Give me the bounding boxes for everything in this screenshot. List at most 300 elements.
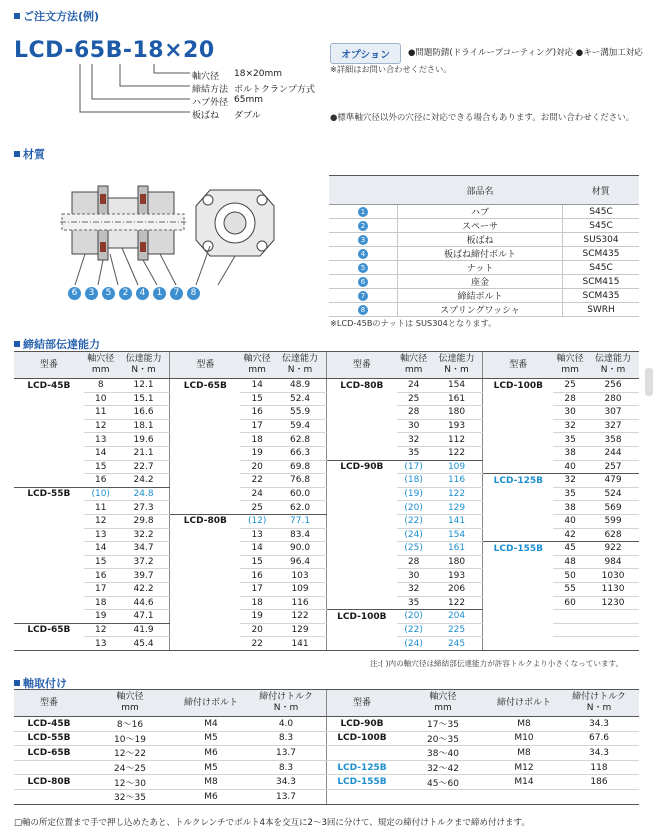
part-label: 1 (153, 287, 166, 300)
part-name: ハブ (398, 205, 563, 219)
cap-capacity (587, 637, 639, 651)
mount-bore (397, 789, 489, 804)
cap-col-bore: 軸穴径 mm (84, 352, 118, 379)
cap-capacity: 193 (431, 419, 483, 433)
cap-bore: 28 (553, 392, 587, 406)
cap-bore: 15 (84, 555, 118, 569)
cap-model (170, 555, 240, 569)
cap-model (326, 542, 396, 556)
cap-model (483, 501, 553, 515)
cap-capacity: 103 (274, 569, 326, 583)
part-label: 6 (68, 287, 81, 300)
table-row (14, 637, 639, 651)
material-row (329, 233, 639, 247)
material-row (329, 303, 639, 317)
cap-model (14, 514, 84, 528)
part-number-badge: 8 (358, 305, 368, 315)
cap-bore: 19 (240, 446, 274, 460)
mount-bolt: M12 (489, 760, 559, 775)
cap-bore: 35 (553, 487, 587, 501)
material-note: ※LCD-45Bのナットは SUS304となります。 (330, 318, 497, 328)
cap-capacity: 24.8 (118, 487, 170, 501)
mount-col-bolt: 締付けボルト (489, 690, 559, 717)
cap-model (170, 501, 240, 515)
cap-capacity: 52.4 (274, 392, 326, 406)
cap-capacity: 83.4 (274, 528, 326, 542)
mount-model: LCD-80B (14, 775, 84, 790)
cap-model (326, 487, 396, 501)
cap-capacity: 96.4 (274, 555, 326, 569)
cap-bore: 35 (553, 433, 587, 447)
cap-capacity: 116 (431, 474, 483, 488)
cap-bore: 13 (84, 433, 118, 447)
cap-capacity: 77.1 (274, 514, 326, 528)
cap-capacity: 112 (431, 433, 483, 447)
cap-bore: 14 (240, 542, 274, 556)
mount-bore: 32〜35 (84, 789, 176, 804)
cap-capacity: 116 (274, 596, 326, 610)
material-row (329, 289, 639, 303)
cap-model (170, 474, 240, 488)
cap-capacity: 129 (274, 623, 326, 637)
cap-model (326, 392, 396, 406)
cap-model (14, 596, 84, 610)
mount-model (327, 746, 398, 761)
cap-model (326, 596, 396, 610)
mount-bore: 12〜22 (84, 746, 176, 761)
mount-torque: 34.3 (246, 775, 327, 790)
cap-bore: 19 (240, 610, 274, 624)
cap-bore: 48 (553, 555, 587, 569)
table-row (14, 746, 639, 761)
part-material: S45C (563, 261, 639, 275)
diagram-part-labels (68, 287, 200, 300)
cap-capacity: 1230 (587, 596, 639, 610)
cap-bore: (24) (397, 637, 431, 651)
material-row (329, 247, 639, 261)
cap-bore: 45 (553, 542, 587, 556)
cap-capacity: 69.8 (274, 460, 326, 474)
cap-model (326, 501, 396, 515)
mount-model: LCD-125B (327, 760, 398, 775)
cap-capacity: 42.2 (118, 582, 170, 596)
cap-model (483, 596, 553, 610)
cap-bore: 11 (84, 501, 118, 515)
part-label: 7 (170, 287, 183, 300)
cap-col-bore: 軸穴径 mm (240, 352, 274, 379)
cap-model (170, 542, 240, 556)
mount-bolt: M8 (176, 775, 246, 790)
part-label: 4 (136, 287, 149, 300)
cap-capacity: 122 (274, 610, 326, 624)
cap-bore: 15 (240, 392, 274, 406)
cap-capacity: 16.6 (118, 406, 170, 420)
part-material: SCM435 (563, 289, 639, 303)
cap-model (483, 406, 553, 420)
cap-bore: 30 (397, 419, 431, 433)
cap-model (170, 582, 240, 596)
cap-model (170, 487, 240, 501)
cap-bore: 22 (240, 637, 274, 651)
cap-model: LCD-100B (483, 379, 553, 393)
cap-bore: 13 (240, 528, 274, 542)
mount-bolt: M4 (176, 717, 246, 732)
cap-capacity: 206 (431, 582, 483, 596)
part-label: 3 (85, 287, 98, 300)
cap-model (483, 582, 553, 596)
table-row (14, 760, 639, 775)
mount-torque: 13.7 (246, 746, 327, 761)
cap-capacity: 122 (431, 596, 483, 610)
mount-torque: 118 (559, 760, 639, 775)
part-name: 締結ボルト (398, 289, 563, 303)
part-name: 板ばね (398, 233, 563, 247)
cap-bore: 28 (397, 555, 431, 569)
cap-model (483, 528, 553, 542)
table-row (14, 789, 639, 804)
cap-capacity: 62.8 (274, 433, 326, 447)
cap-model (170, 433, 240, 447)
cap-model: LCD-100B (326, 610, 396, 624)
cap-bore: 42 (553, 528, 587, 542)
cap-capacity: 44.6 (118, 596, 170, 610)
cap-col-model: 型番 (170, 352, 240, 379)
mount-model (14, 760, 84, 775)
mount-model: LCD-90B (327, 717, 398, 732)
table-row (14, 610, 639, 624)
cap-capacity: 39.7 (118, 569, 170, 583)
cap-col-capacity: 伝達能力 N・m (587, 352, 639, 379)
cap-capacity: 24.2 (118, 474, 170, 488)
cap-capacity: 109 (431, 460, 483, 474)
mount-torque: 34.3 (559, 746, 639, 761)
cap-capacity: 55.9 (274, 406, 326, 420)
part-label: 5 (102, 287, 115, 300)
part-name: ナット (398, 261, 563, 275)
cap-capacity: 327 (587, 419, 639, 433)
cap-capacity: 22.7 (118, 460, 170, 474)
cap-model: LCD-80B (170, 514, 240, 528)
cap-model (326, 406, 396, 420)
cap-capacity: 19.6 (118, 433, 170, 447)
cap-model (14, 433, 84, 447)
spec-plate-spring: 板ばね ダブル (192, 111, 261, 121)
cap-bore: 12 (84, 514, 118, 528)
cap-capacity: 180 (431, 406, 483, 420)
cap-model (326, 528, 396, 542)
cap-capacity: 27.3 (118, 501, 170, 515)
mount-col-model: 型番 (14, 690, 84, 717)
mount-model: LCD-100B (327, 731, 398, 746)
cap-bore: 24 (397, 379, 431, 393)
table-row (14, 487, 639, 501)
cap-capacity: 628 (587, 528, 639, 542)
table-row (14, 582, 639, 596)
mount-bolt: M6 (176, 789, 246, 804)
cap-bore: 16 (240, 406, 274, 420)
mount-torque: 8.3 (246, 760, 327, 775)
mount-model: LCD-45B (14, 717, 84, 732)
cap-capacity: 358 (587, 433, 639, 447)
table-row (14, 406, 639, 420)
cap-bore: 25 (240, 501, 274, 515)
cap-model (14, 419, 84, 433)
part-name: スプリングワッシャ (398, 303, 563, 317)
material-table (329, 175, 639, 317)
material-row (329, 205, 639, 219)
mount-bolt: M8 (489, 746, 559, 761)
bore-note: ●標準軸穴径以外の穴径に対応できる場合もあります。お問い合わせください。 (330, 113, 635, 123)
cap-bore: 13 (84, 528, 118, 542)
cap-bore: 16 (240, 569, 274, 583)
cap-model (170, 637, 240, 651)
cap-model: LCD-90B (326, 460, 396, 474)
section-title-material: 材質 (14, 146, 45, 162)
material-row (329, 219, 639, 233)
mount-bolt: M14 (489, 775, 559, 790)
mount-model: LCD-55B (14, 731, 84, 746)
cap-model (326, 555, 396, 569)
cap-bore: 38 (553, 501, 587, 515)
cap-capacity: 122 (431, 446, 483, 460)
mount-col-torque: 締付けトルク N・m (559, 690, 639, 717)
spec-bore: 軸穴径 18×20mm (192, 69, 282, 82)
cap-bore: (17) (397, 460, 431, 474)
cap-model (326, 569, 396, 583)
cap-col-bore: 軸穴径 mm (553, 352, 587, 379)
part-number-badge: 2 (358, 221, 368, 231)
cap-model (483, 514, 553, 528)
cap-bore: (18) (397, 474, 431, 488)
part-material: SCM435 (563, 247, 639, 261)
cap-bore: 20 (240, 460, 274, 474)
cap-bore: 14 (240, 379, 274, 393)
mount-bore: 38〜40 (397, 746, 489, 761)
cap-col-model: 型番 (14, 352, 84, 379)
cap-bore: 14 (84, 446, 118, 460)
cap-capacity: 141 (431, 514, 483, 528)
cap-bore: 22 (240, 474, 274, 488)
cap-capacity: 32.2 (118, 528, 170, 542)
cap-capacity (587, 610, 639, 624)
table-row (14, 569, 639, 583)
cap-bore: 17 (84, 582, 118, 596)
cap-bore: 8 (84, 379, 118, 393)
cap-bore: 18 (84, 596, 118, 610)
part-name: 板ばね締付ボルト (398, 247, 563, 261)
mount-model: LCD-65B (14, 746, 84, 761)
material-col-part: 部品名 (398, 176, 563, 205)
table-row (14, 460, 639, 474)
mount-model (327, 789, 398, 804)
cap-model (14, 582, 84, 596)
cap-capacity: 1130 (587, 582, 639, 596)
mount-col-bore: 軸穴径 mm (397, 690, 489, 717)
cap-capacity: 479 (587, 474, 639, 488)
part-name: 座金 (398, 275, 563, 289)
mount-bore: 45〜60 (397, 775, 489, 790)
cap-capacity: 280 (587, 392, 639, 406)
cap-model (326, 623, 396, 637)
cap-capacity: 225 (431, 623, 483, 637)
mount-table (14, 689, 639, 805)
material-col-no (329, 176, 398, 205)
cap-model (483, 623, 553, 637)
cap-bore: (12) (240, 514, 274, 528)
table-row (14, 596, 639, 610)
cap-model: LCD-55B (27, 489, 71, 500)
cap-model (483, 487, 553, 501)
mount-torque: 4.0 (246, 717, 327, 732)
mount-bore: 17〜35 (397, 717, 489, 732)
mount-model (14, 789, 84, 804)
mount-torque: 186 (559, 775, 639, 790)
cap-model (14, 392, 84, 406)
cap-bore: 28 (397, 406, 431, 420)
cap-bore: 35 (397, 596, 431, 610)
mount-torque: 34.3 (559, 717, 639, 732)
cap-bore: 20 (240, 623, 274, 637)
cap-capacity: 244 (587, 446, 639, 460)
cap-bore: 32 (397, 433, 431, 447)
cap-capacity: 984 (587, 555, 639, 569)
cap-model (483, 446, 553, 460)
cap-capacity: 922 (587, 542, 639, 556)
cap-col-capacity: 伝達能力 N・m (431, 352, 483, 379)
option-text: ●問題防錆(ドライループコーティング)対応 ●キー溝加工対応 (408, 48, 643, 58)
cap-bore: (20) (397, 610, 431, 624)
table-row (14, 731, 639, 746)
cap-model (170, 569, 240, 583)
cap-capacity: 62.0 (274, 501, 326, 515)
spec-hub-diameter: ハブ外径 65mm (192, 95, 263, 108)
cap-bore: 11 (84, 406, 118, 420)
material-row (329, 275, 639, 289)
cap-model: LCD-65B (170, 379, 240, 393)
cap-model: LCD-65B (27, 625, 71, 636)
cap-model: LCD-80B (326, 379, 396, 393)
cap-capacity: 524 (587, 487, 639, 501)
cap-bore: 50 (553, 569, 587, 583)
cap-model (170, 446, 240, 460)
cap-capacity: 257 (587, 460, 639, 474)
model-code: LCD-65B-18×20 (14, 38, 215, 63)
cap-bore: 32 (397, 582, 431, 596)
cap-model (170, 610, 240, 624)
cap-bore: 17 (240, 419, 274, 433)
mount-torque: 13.7 (246, 789, 327, 804)
section-title-order: ご注文方法(例) (14, 8, 99, 24)
mount-bolt: M5 (176, 760, 246, 775)
table-row (14, 514, 639, 528)
cap-capacity: 109 (274, 582, 326, 596)
mount-bore: 32〜42 (397, 760, 489, 775)
mount-bore: 12〜30 (84, 775, 176, 790)
cap-bore (553, 623, 587, 637)
cap-model (170, 596, 240, 610)
cap-model (14, 610, 84, 624)
cap-model (14, 406, 84, 420)
cap-capacity (587, 623, 639, 637)
part-number-badge: 6 (358, 277, 368, 287)
cap-model (170, 623, 240, 637)
cap-capacity: 18.1 (118, 419, 170, 433)
scrollbar[interactable] (645, 368, 653, 396)
cap-capacity: 307 (587, 406, 639, 420)
cap-model (170, 392, 240, 406)
mount-bolt: M6 (176, 746, 246, 761)
cap-bore: 38 (553, 446, 587, 460)
cap-col-model: 型番 (483, 352, 553, 379)
cap-model (483, 555, 553, 569)
part-label: 2 (119, 287, 132, 300)
cap-capacity: 59.4 (274, 419, 326, 433)
option-note: ※詳細はお問い合わせください。 (330, 64, 452, 74)
part-number-badge: 1 (358, 207, 368, 217)
mount-bore: 8〜16 (84, 717, 176, 732)
cap-model (14, 528, 84, 542)
mount-bore: 20〜35 (397, 731, 489, 746)
cap-bore: (10) (84, 487, 118, 501)
material-row (329, 261, 639, 275)
cap-bore: 18 (240, 596, 274, 610)
cap-capacity: 90.0 (274, 542, 326, 556)
cap-model (170, 460, 240, 474)
cap-model: LCD-45B (27, 380, 71, 391)
cap-bore: 40 (553, 460, 587, 474)
cap-bore: 55 (553, 582, 587, 596)
cap-model (483, 460, 553, 474)
part-material: SWRH (563, 303, 639, 317)
table-row (14, 392, 639, 406)
mount-bolt (489, 789, 559, 804)
table-row (14, 528, 639, 542)
coupling-diagram (60, 170, 290, 300)
cap-bore: 40 (553, 514, 587, 528)
cap-bore: 12 (84, 419, 118, 433)
cap-model (14, 460, 84, 474)
cap-model (170, 528, 240, 542)
cap-model (14, 637, 84, 651)
part-material: SUS304 (563, 233, 639, 247)
cap-bore: 60 (553, 596, 587, 610)
cap-capacity: 66.3 (274, 446, 326, 460)
cap-capacity: 193 (431, 569, 483, 583)
cap-bore: 30 (397, 569, 431, 583)
cap-bore: (25) (397, 542, 431, 556)
cap-bore: 15 (84, 460, 118, 474)
mount-col-bore: 軸穴径 mm (84, 690, 176, 717)
part-label: 8 (187, 287, 200, 300)
part-name: スペーサ (398, 219, 563, 233)
cap-bore (553, 637, 587, 651)
cap-bore: 13 (84, 637, 118, 651)
cap-bore: 30 (553, 406, 587, 420)
cap-capacity: 599 (587, 514, 639, 528)
cap-bore: 10 (84, 392, 118, 406)
cap-capacity: 180 (431, 555, 483, 569)
cap-capacity: 161 (431, 542, 483, 556)
table-row (14, 446, 639, 460)
cap-model (483, 419, 553, 433)
cap-capacity: 122 (431, 487, 483, 501)
cap-col-model: 型番 (326, 352, 396, 379)
table-row (14, 474, 639, 488)
mount-col-model: 型番 (327, 690, 398, 717)
cap-capacity: 569 (587, 501, 639, 515)
mount-bore: 10〜19 (84, 731, 176, 746)
table-row (14, 501, 639, 515)
